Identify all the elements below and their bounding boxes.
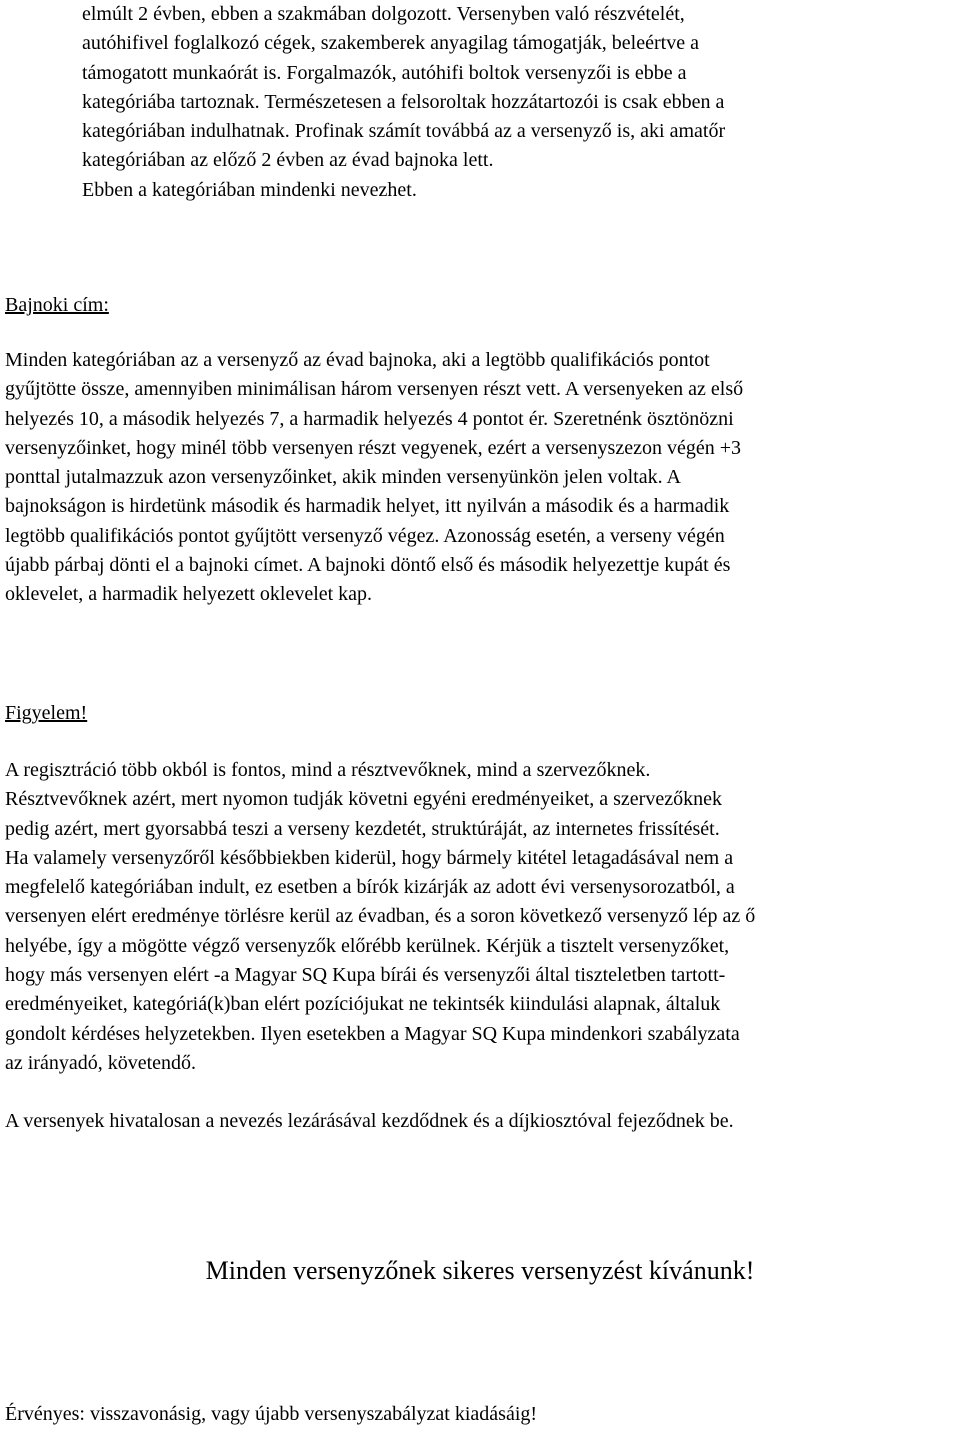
championship-line: újabb párbaj dönti el a bajnoki címet. A bajnoki döntő első és második helyezettje kupát és xyxy=(5,554,731,577)
championship-line: ponttal jutalmazzuk azon versenyzőinket, akik minden versenyünkön jelen voltak. A xyxy=(5,466,681,489)
championship-line: legtöbb qualifikációs pontot gyűjtött versenyző végez. Azonosság esetén, a verseny végén xyxy=(5,524,725,547)
intro-line: kategóriában indulhatnak. Profinak számít továbbá az a versenyző is, aki amatőr xyxy=(82,120,726,143)
official-paragraph xyxy=(5,1107,957,1136)
attention-line: hogy más versenyen elért -a Magyar SQ Kupa bírái és versenyzői által tiszteletben tartott- xyxy=(5,964,726,987)
attention-paragraph xyxy=(5,756,957,1078)
attention-line: Ha valamely versenyzőről későbbiekben kiderül, hogy bármely kitétel letagadásával nem a xyxy=(5,846,734,869)
closing-wish xyxy=(0,1254,960,1288)
attention-line: eredményeiket, kategóriá(k)ban elért pozíciójukat ne tekintsék kiindulási alapnak, általuk xyxy=(5,993,721,1016)
championship-heading: Bajnoki cím: xyxy=(5,294,109,316)
attention-line: helyébe, így a mögötte végző versenyzők előrébb kerülnek. Kérjük a tisztelt versenyzőket, xyxy=(5,934,730,957)
validity-note xyxy=(5,1400,957,1429)
intro-line: kategóriában az előző 2 évben az évad bajnoka lett. xyxy=(82,149,494,172)
validity-line: Érvényes: visszavonásig, vagy újabb versenyszabályzat kiadásáig! xyxy=(5,1403,538,1425)
championship-line: gyűjtötte össze, amennyiben minimálisan három versenyen részt vett. A versenyeken az első xyxy=(5,378,744,401)
championship-line: Minden kategóriában az a versenyző az évad bajnoka, aki a legtöbb qualifikációs pontot xyxy=(5,349,710,371)
closing-wish-text: Minden versenyzőnek sikeres versenyzést kívánunk! xyxy=(205,1256,755,1285)
championship-line: helyezés 10, a második helyezés 7, a harmadik helyezés 4 pontot ér. Szeretnénk ösztönözni xyxy=(5,407,734,430)
attention-line: A regisztráció több okból is fontos, mind a résztvevőknek, mind a szervezőknek. xyxy=(5,759,651,781)
attention-heading: Figyelem! xyxy=(5,702,88,724)
intro-line: autóhifivel foglalkozó cégek, szakemberek anyagilag támogatják, beleértve a xyxy=(82,32,699,55)
intro-paragraph xyxy=(82,0,952,205)
attention-line: az irányadó, követendő. xyxy=(5,1051,197,1074)
attention-line: Résztvevőknek azért, mert nyomon tudják követni egyéni eredményeiket, a szervezőknek xyxy=(5,788,722,811)
intro-line: támogatott munkaórát is. Forgalmazók, autóhifi boltok versenyzői is ebbe a xyxy=(82,61,687,84)
official-line: A versenyek hivatalosan a nevezés lezárásával kezdődnek és a díjkiosztóval fejeződnek be. xyxy=(5,1110,734,1132)
attention-line: megfelelő kategóriában indult, ez esetben a bírók kizárják az adott évi versenysorozatból, a xyxy=(5,876,735,899)
championship-line: oklevelet, a harmadik helyezett oklevelet kap. xyxy=(5,583,373,606)
attention-line: gondolt kérdéses helyzetekben. Ilyen esetekben a Magyar SQ Kupa mindenkori szabályzata xyxy=(5,1022,740,1045)
intro-line: Ebben a kategóriában mindenki nevezhet. xyxy=(82,178,417,201)
attention-line: versenyen elért eredménye törlésre kerül az évadban, és a soron következő versenyző lép az ő xyxy=(5,905,756,928)
championship-line: bajnokságon is hirdetünk második és harmadik helyet, itt nyilván a második és a harmadik xyxy=(5,495,730,518)
championship-line: versenyzőinket, hogy minél több versenyen részt vegyenek, ezért a versenyszezon végén +3 xyxy=(5,436,741,459)
championship-paragraph xyxy=(5,346,957,610)
intro-line: kategóriába tartoznak. Természetesen a felsoroltak hozzátartozói is csak ebben a xyxy=(82,90,725,113)
attention-line: pedig azért, mert gyorsabbá teszi a verseny kezdetét, struktúráját, az internetes frissítését. xyxy=(5,817,720,840)
intro-line: elmúlt 2 évben, ebben a szakmában dolgozott. Versenyben való részvételét, xyxy=(82,3,685,25)
